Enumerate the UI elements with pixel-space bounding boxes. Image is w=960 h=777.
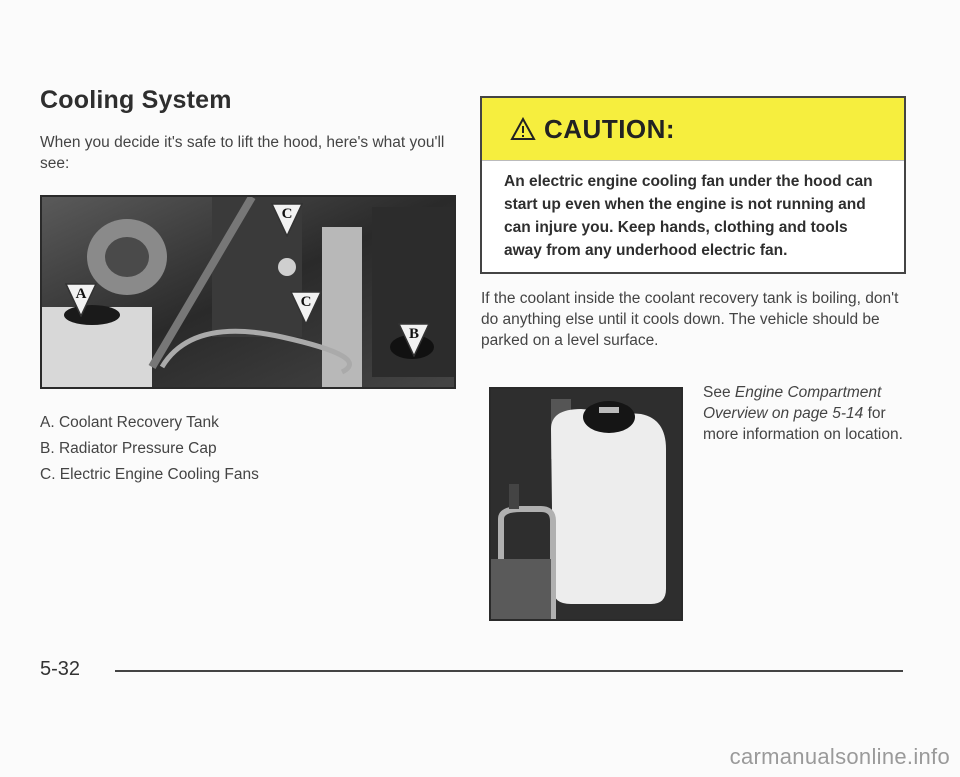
legend-item: C. Electric Engine Cooling Fans	[40, 466, 259, 483]
callout-b	[398, 323, 430, 357]
callout-layer	[40, 195, 452, 385]
intro-text: When you decide it's safe to lift the hood, here's what you'll see:	[40, 134, 445, 172]
legend-item: B. Radiator Pressure Cap	[40, 440, 217, 457]
coolant-tank-photo	[489, 387, 683, 621]
callout-letter: A	[75, 286, 87, 302]
callout-letter: C	[300, 294, 312, 310]
callout-a	[65, 283, 97, 317]
footer-rule	[115, 670, 903, 672]
cross-reference-text	[703, 382, 903, 445]
coolant-boiling-note: If the coolant inside the coolant recovery tank is boiling, don't do anything else until it cools down. The vehicle should be parked on a level surface.	[481, 290, 899, 349]
section-title: Cooling System	[40, 86, 232, 114]
warning-triangle-icon	[510, 117, 536, 141]
cross-reference-link[interactable]: Engine Compartment Overview on page 5-14	[703, 384, 882, 422]
see-prefix: See	[703, 384, 735, 401]
callout-letter: C	[281, 206, 293, 222]
callout-letter: B	[408, 326, 419, 342]
watermark: carmanualsonline.info	[729, 744, 950, 769]
callout-c-middle	[290, 291, 322, 325]
caution-header	[482, 98, 904, 161]
legend-item: A. Coolant Recovery Tank	[40, 414, 219, 431]
caution-text: An electric engine cooling fan under the hood can start up even when the engine is not running and can injure you. Keep hands, clothing and tools away from any underhood electric fan.	[504, 173, 873, 259]
figure-legend	[40, 410, 259, 488]
page-number: 5-32	[40, 658, 81, 680]
callout-c-top	[271, 203, 303, 237]
caution-box	[480, 96, 906, 274]
caution-heading: CAUTION:	[544, 113, 676, 144]
see-suffix: for more information on location.	[703, 405, 903, 443]
